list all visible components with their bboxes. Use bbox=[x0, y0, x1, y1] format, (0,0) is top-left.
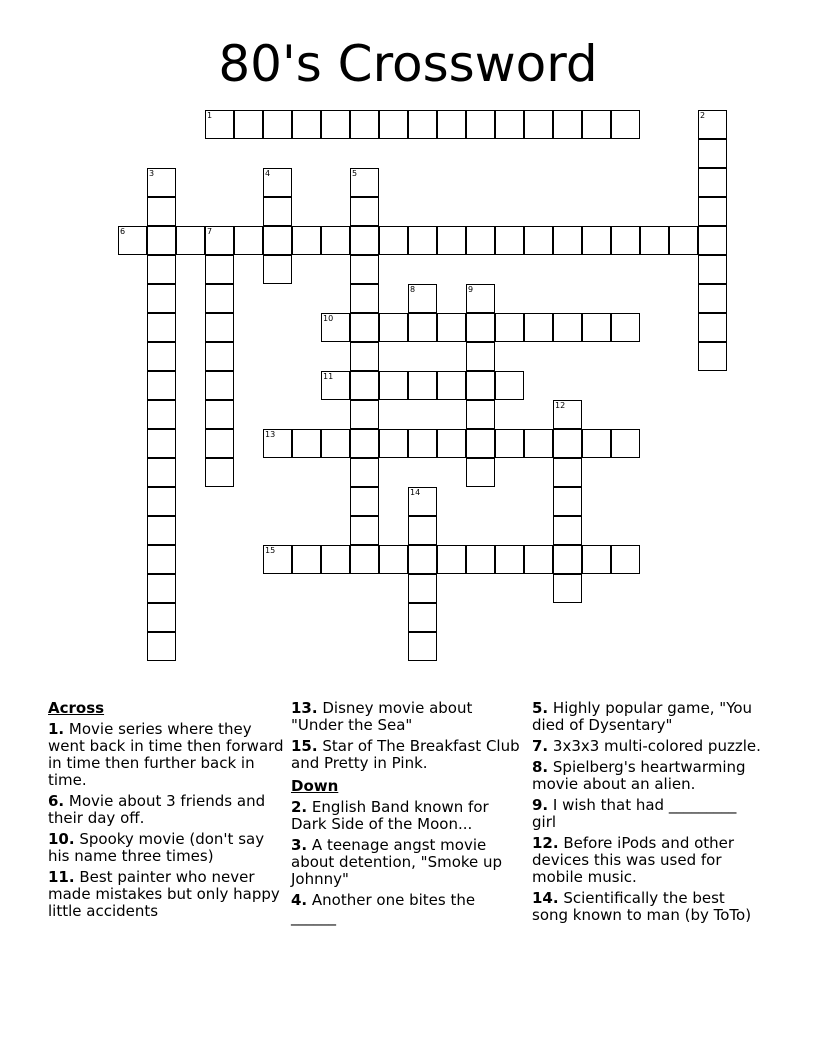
grid-cell[interactable] bbox=[379, 371, 408, 400]
clue-text: Movie about 3 friends and their day off. bbox=[48, 792, 266, 827]
grid-cell[interactable] bbox=[350, 487, 379, 516]
grid-cell[interactable] bbox=[698, 197, 727, 226]
grid-cell[interactable] bbox=[553, 226, 582, 255]
grid-cell[interactable] bbox=[263, 429, 292, 458]
grid-cell[interactable] bbox=[437, 226, 466, 255]
grid-cell[interactable] bbox=[321, 429, 350, 458]
grid-cell[interactable] bbox=[437, 371, 466, 400]
clue-column-2 bbox=[291, 700, 523, 930]
grid-cell[interactable] bbox=[582, 110, 611, 139]
clue bbox=[291, 799, 523, 833]
grid-cell[interactable] bbox=[350, 516, 379, 545]
page-title: 80's Crossword bbox=[218, 35, 598, 93]
grid-cell[interactable] bbox=[466, 371, 495, 400]
grid-cell[interactable] bbox=[611, 226, 640, 255]
grid-cell[interactable] bbox=[466, 313, 495, 342]
grid-cell[interactable] bbox=[379, 313, 408, 342]
grid-cell[interactable] bbox=[466, 429, 495, 458]
grid-cell[interactable] bbox=[408, 516, 437, 545]
grid-cell[interactable] bbox=[698, 313, 727, 342]
grid-cell[interactable] bbox=[582, 545, 611, 574]
clue-text: English Band known for Dark Side of the Moon... bbox=[291, 798, 489, 833]
grid-cell[interactable] bbox=[466, 458, 495, 487]
grid-cell[interactable] bbox=[553, 400, 582, 429]
grid-cell[interactable] bbox=[698, 226, 727, 255]
grid-cell[interactable] bbox=[263, 255, 292, 284]
grid-cell[interactable] bbox=[698, 255, 727, 284]
grid-cell[interactable] bbox=[698, 284, 727, 313]
grid-cell[interactable] bbox=[553, 458, 582, 487]
grid-cell[interactable] bbox=[466, 545, 495, 574]
grid-cell[interactable] bbox=[147, 632, 176, 661]
clue-num: 5. bbox=[532, 699, 549, 717]
across-heading: Across bbox=[48, 699, 105, 717]
clue bbox=[532, 738, 764, 755]
grid-cell[interactable] bbox=[263, 226, 292, 255]
grid-cell[interactable] bbox=[524, 429, 553, 458]
grid-cell[interactable] bbox=[466, 400, 495, 429]
clue-column-3 bbox=[532, 700, 764, 928]
clue-num: 14. bbox=[532, 889, 559, 907]
grid-cell[interactable] bbox=[263, 197, 292, 226]
grid-cell[interactable] bbox=[553, 429, 582, 458]
clue-number: 12 bbox=[555, 401, 566, 410]
grid-cell[interactable] bbox=[205, 226, 234, 255]
grid-cell[interactable] bbox=[205, 371, 234, 400]
grid-cell[interactable] bbox=[582, 429, 611, 458]
grid-cell[interactable] bbox=[147, 284, 176, 313]
grid-cell[interactable] bbox=[495, 226, 524, 255]
clue-num: 3. bbox=[291, 836, 308, 854]
grid-cell[interactable] bbox=[408, 632, 437, 661]
grid-cell[interactable] bbox=[234, 110, 263, 139]
clue-text: Movie series where they went back in time then forward in time then further back in time. bbox=[48, 720, 284, 789]
clue-number: 4 bbox=[265, 169, 271, 178]
grid-cell[interactable] bbox=[321, 545, 350, 574]
grid-cell[interactable] bbox=[640, 226, 669, 255]
grid-cell[interactable] bbox=[582, 313, 611, 342]
clue-text: Disney movie about "Under the Sea" bbox=[291, 699, 473, 734]
clue-column-1 bbox=[48, 700, 284, 924]
grid-cell[interactable] bbox=[437, 110, 466, 139]
grid-cell[interactable] bbox=[350, 342, 379, 371]
grid-cell[interactable] bbox=[408, 284, 437, 313]
grid-cell[interactable] bbox=[321, 371, 350, 400]
grid-cell[interactable] bbox=[147, 400, 176, 429]
grid-cell[interactable] bbox=[350, 110, 379, 139]
grid-cell[interactable] bbox=[495, 110, 524, 139]
clue-text: A teenage angst movie about detention, "Smoke up Johnny" bbox=[291, 836, 503, 888]
grid-cell[interactable] bbox=[205, 400, 234, 429]
grid-cell[interactable] bbox=[147, 255, 176, 284]
grid-cell[interactable] bbox=[147, 168, 176, 197]
grid-cell[interactable] bbox=[147, 429, 176, 458]
clue-number: 7 bbox=[207, 227, 213, 236]
grid-cell[interactable] bbox=[205, 110, 234, 139]
grid-cell[interactable] bbox=[321, 226, 350, 255]
grid-cell[interactable] bbox=[147, 516, 176, 545]
clue bbox=[532, 759, 764, 793]
clue bbox=[48, 869, 284, 920]
grid-cell[interactable] bbox=[408, 487, 437, 516]
clue bbox=[532, 797, 764, 831]
grid-cell[interactable] bbox=[263, 110, 292, 139]
grid-cell[interactable] bbox=[408, 574, 437, 603]
grid-cell[interactable] bbox=[350, 545, 379, 574]
grid-cell[interactable] bbox=[292, 429, 321, 458]
grid-cell[interactable] bbox=[466, 342, 495, 371]
grid-cell[interactable] bbox=[205, 429, 234, 458]
grid-cell[interactable] bbox=[292, 110, 321, 139]
clue bbox=[291, 892, 523, 926]
grid-cell[interactable] bbox=[466, 110, 495, 139]
clue bbox=[291, 738, 523, 772]
clue-number: 10 bbox=[323, 314, 334, 323]
clue bbox=[532, 700, 764, 734]
clue-number: 3 bbox=[149, 169, 155, 178]
clue bbox=[291, 700, 523, 734]
clue-text: Before iPods and other devices this was used for mobile music. bbox=[532, 834, 735, 886]
clue-num: 15. bbox=[291, 737, 318, 755]
clue-list bbox=[0, 700, 816, 1000]
clue-text: Spooky movie (don't say his name three times) bbox=[48, 830, 265, 865]
clue-text: Highly popular game, "You died of Dysentary" bbox=[532, 699, 753, 734]
clue-number: 8 bbox=[410, 285, 416, 294]
grid-cell[interactable] bbox=[350, 429, 379, 458]
grid-cell[interactable] bbox=[292, 226, 321, 255]
clue-number: 6 bbox=[120, 227, 126, 236]
clue-number: 5 bbox=[352, 169, 358, 178]
clue-num: 8. bbox=[532, 758, 549, 776]
grid-cell[interactable] bbox=[350, 400, 379, 429]
clue-number: 2 bbox=[700, 111, 706, 120]
grid-cell[interactable] bbox=[350, 197, 379, 226]
clue-num: 6. bbox=[48, 792, 65, 810]
clue-text: Best painter who never made mistakes but only happy little accidents bbox=[48, 868, 280, 920]
grid-cell[interactable] bbox=[379, 545, 408, 574]
grid-cell[interactable] bbox=[437, 313, 466, 342]
grid-cell[interactable] bbox=[495, 313, 524, 342]
grid-cell[interactable] bbox=[205, 255, 234, 284]
clue-text: Star of The Breakfast Club and Pretty in Pink. bbox=[291, 737, 520, 772]
grid-cell[interactable] bbox=[147, 487, 176, 516]
grid-cell[interactable] bbox=[611, 429, 640, 458]
grid-cell[interactable] bbox=[205, 458, 234, 487]
grid-cell[interactable] bbox=[495, 545, 524, 574]
grid-cell[interactable] bbox=[263, 545, 292, 574]
grid-cell[interactable] bbox=[350, 371, 379, 400]
grid-cell[interactable] bbox=[350, 255, 379, 284]
grid-cell[interactable] bbox=[147, 226, 176, 255]
clue-number: 11 bbox=[323, 372, 334, 381]
grid-cell[interactable] bbox=[524, 226, 553, 255]
grid-cell[interactable] bbox=[408, 545, 437, 574]
clue-num: 11. bbox=[48, 868, 75, 886]
grid-cell[interactable] bbox=[350, 284, 379, 313]
clue-text: 3x3x3 multi-colored puzzle. bbox=[548, 737, 761, 755]
clue-num: 9. bbox=[532, 796, 549, 814]
grid-cell[interactable] bbox=[437, 545, 466, 574]
grid-cell[interactable] bbox=[553, 545, 582, 574]
grid-cell[interactable] bbox=[495, 371, 524, 400]
grid-cell[interactable] bbox=[205, 342, 234, 371]
grid-cell[interactable] bbox=[147, 197, 176, 226]
clue-number: 1 bbox=[207, 111, 213, 120]
grid-cell[interactable] bbox=[669, 226, 698, 255]
grid-cell[interactable] bbox=[611, 545, 640, 574]
grid-cell[interactable] bbox=[379, 110, 408, 139]
grid-cell[interactable] bbox=[698, 110, 727, 139]
clue-number: 13 bbox=[265, 430, 276, 439]
clue-text: I wish that had _________ girl bbox=[532, 796, 737, 831]
clue-num: 12. bbox=[532, 834, 559, 852]
grid-cell[interactable] bbox=[408, 371, 437, 400]
grid-cell[interactable] bbox=[147, 574, 176, 603]
grid-cell[interactable] bbox=[118, 226, 147, 255]
clue bbox=[532, 835, 764, 886]
grid-cell[interactable] bbox=[582, 226, 611, 255]
grid-cell[interactable] bbox=[147, 371, 176, 400]
clue-number: 14 bbox=[410, 488, 421, 497]
grid-cell[interactable] bbox=[698, 342, 727, 371]
clue-num: 2. bbox=[291, 798, 308, 816]
clue-num: 1. bbox=[48, 720, 65, 738]
clue-text: Spielberg's heartwarming movie about an alien. bbox=[532, 758, 746, 793]
grid-cell[interactable] bbox=[408, 603, 437, 632]
clue bbox=[291, 837, 523, 888]
grid-cell[interactable] bbox=[147, 313, 176, 342]
grid-cell[interactable] bbox=[234, 226, 263, 255]
grid-cell[interactable] bbox=[263, 168, 292, 197]
grid-cell[interactable] bbox=[611, 110, 640, 139]
clue-num: 7. bbox=[532, 737, 549, 755]
clue-num: 10. bbox=[48, 830, 75, 848]
grid-cell[interactable] bbox=[147, 342, 176, 371]
grid-cell[interactable] bbox=[205, 284, 234, 313]
clue-text: Scientifically the best song known to man (by ToTo) bbox=[532, 889, 752, 924]
grid-cell[interactable] bbox=[408, 429, 437, 458]
grid-cell[interactable] bbox=[553, 574, 582, 603]
grid-cell[interactable] bbox=[553, 313, 582, 342]
grid-cell[interactable] bbox=[495, 429, 524, 458]
grid-cell[interactable] bbox=[350, 313, 379, 342]
grid-cell[interactable] bbox=[292, 545, 321, 574]
grid-cell[interactable] bbox=[147, 545, 176, 574]
grid-cell[interactable] bbox=[524, 313, 553, 342]
down-heading: Down bbox=[291, 777, 339, 795]
clue-number: 15 bbox=[265, 546, 276, 555]
grid-cell[interactable] bbox=[466, 284, 495, 313]
clue bbox=[48, 831, 284, 865]
clue-num: 4. bbox=[291, 891, 308, 909]
grid-cell[interactable] bbox=[698, 168, 727, 197]
grid-cell[interactable] bbox=[147, 458, 176, 487]
grid-cell[interactable] bbox=[408, 110, 437, 139]
clue bbox=[532, 890, 764, 924]
grid-cell[interactable] bbox=[350, 458, 379, 487]
clue bbox=[48, 793, 284, 827]
grid-cell[interactable] bbox=[408, 226, 437, 255]
grid-cell[interactable] bbox=[553, 516, 582, 545]
grid-cell[interactable] bbox=[553, 487, 582, 516]
grid-cell[interactable] bbox=[408, 313, 437, 342]
grid-cell[interactable] bbox=[350, 226, 379, 255]
clue-num: 13. bbox=[291, 699, 318, 717]
grid-cell[interactable] bbox=[698, 139, 727, 168]
clue-text: Another one bites the ______ bbox=[291, 891, 476, 926]
grid-cell[interactable] bbox=[147, 603, 176, 632]
grid-cell[interactable] bbox=[350, 168, 379, 197]
grid-cell[interactable] bbox=[611, 313, 640, 342]
grid-cell[interactable] bbox=[466, 226, 495, 255]
grid-cell[interactable] bbox=[379, 226, 408, 255]
grid-cell[interactable] bbox=[176, 226, 205, 255]
clue-number: 9 bbox=[468, 285, 474, 294]
grid-cell[interactable] bbox=[524, 545, 553, 574]
grid-cell[interactable] bbox=[437, 429, 466, 458]
grid-cell[interactable] bbox=[379, 429, 408, 458]
grid-cell[interactable] bbox=[553, 110, 582, 139]
grid-cell[interactable] bbox=[205, 313, 234, 342]
clue bbox=[48, 721, 284, 789]
grid-cell[interactable] bbox=[321, 110, 350, 139]
grid-cell[interactable] bbox=[321, 313, 350, 342]
grid-cell[interactable] bbox=[524, 110, 553, 139]
